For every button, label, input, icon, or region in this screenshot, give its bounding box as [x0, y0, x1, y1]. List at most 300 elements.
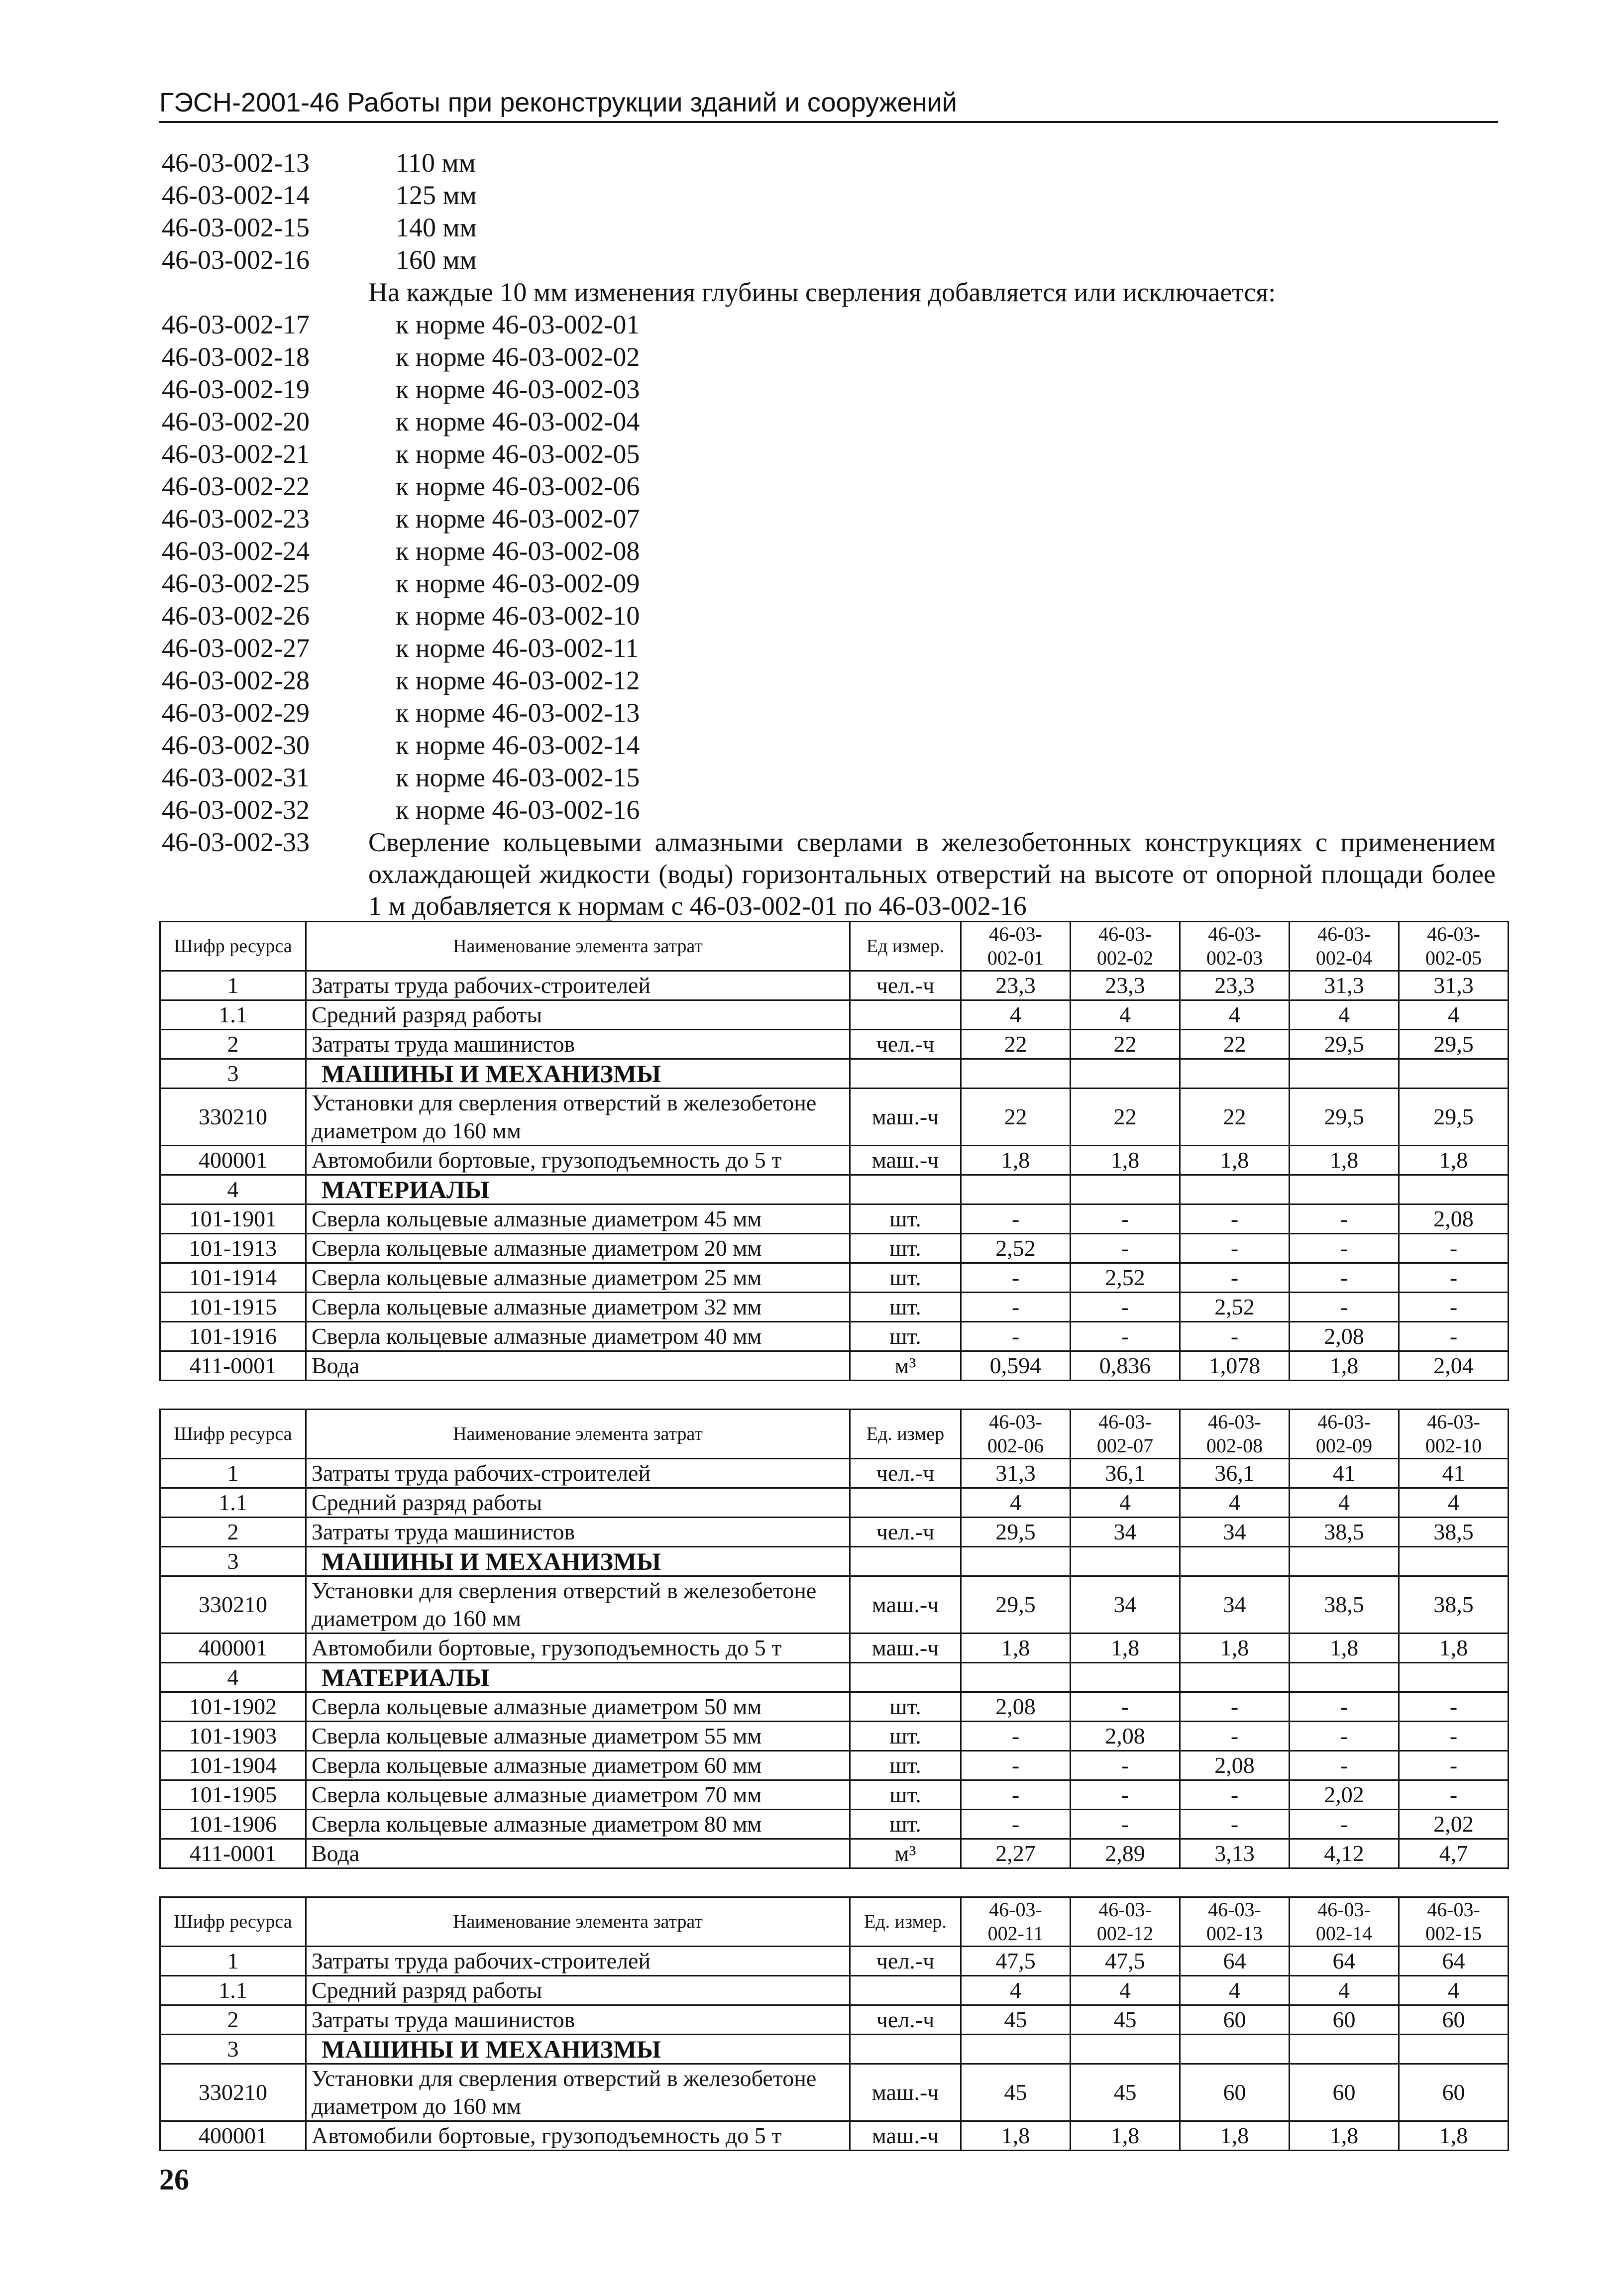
norm-row	[162, 147, 1496, 179]
cell-value: 45	[1071, 2064, 1180, 2121]
header-rule	[159, 121, 1498, 123]
cell-value: 4	[1290, 1488, 1399, 1518]
table-row	[160, 1780, 1509, 1810]
cell-value: 47,5	[961, 1947, 1071, 1976]
cell-name: Автомобили бортовые, грузоподъемность до 5 т	[306, 1634, 850, 1663]
norm-row	[162, 567, 1496, 600]
table-row	[160, 1722, 1509, 1751]
cell-value: 1,8	[1290, 1634, 1399, 1663]
cell-unit: шт.	[850, 1293, 961, 1322]
cell-value: 60	[1290, 2005, 1399, 2035]
cell-value: 64	[1180, 1947, 1290, 1976]
cell-value: -	[1180, 1263, 1290, 1293]
cell-unit: маш.-ч	[850, 1634, 961, 1663]
cell-value: -	[1399, 1263, 1509, 1293]
table-header-row	[160, 1897, 1509, 1947]
norm-text: 125 мм	[396, 180, 477, 210]
cell-value: -	[961, 1263, 1071, 1293]
cell-unit	[850, 1547, 961, 1576]
cell-value: 34	[1180, 1576, 1290, 1634]
norm-code: 46-03-002-19	[162, 374, 310, 404]
cell-value: -	[1180, 1780, 1290, 1810]
resource-table-2	[159, 1409, 1509, 1869]
cell-value: 2,52	[961, 1234, 1071, 1263]
cell-value: 22	[1180, 1030, 1290, 1059]
cell-value: 1,8	[961, 1634, 1071, 1663]
header-norm-code: 46-03- 002-13	[1180, 1897, 1290, 1947]
cell-code: 2	[160, 2005, 306, 2035]
cell-value: 2,27	[961, 1839, 1071, 1868]
cell-name: Сверла кольцевые алмазные диаметром 40 мм	[306, 1322, 850, 1351]
cell-value: 4	[1399, 1488, 1509, 1518]
cell-unit: маш.-ч	[850, 1089, 961, 1146]
section-row	[160, 2035, 1509, 2064]
header-norm-code: 46-03- 002-10	[1399, 1410, 1509, 1459]
table-row	[160, 1293, 1509, 1322]
cell-unit	[850, 1000, 961, 1030]
table-row	[160, 1322, 1509, 1351]
cell-name: Затраты труда машинистов	[306, 1030, 850, 1059]
cell-unit: шт.	[850, 1780, 961, 1810]
cell-value: 38,5	[1399, 1576, 1509, 1634]
cell-value: -	[1290, 1692, 1399, 1722]
cell-value: 1,8	[1399, 1146, 1509, 1175]
cell-code: 3	[160, 1059, 306, 1089]
section-row	[160, 1547, 1509, 1576]
cell-value: 4,7	[1399, 1839, 1509, 1868]
table-row	[160, 1488, 1509, 1518]
norm-row	[162, 212, 1496, 244]
cell-value: 4	[1290, 1000, 1399, 1030]
norm-row	[162, 762, 1496, 794]
cell-value: -	[961, 1751, 1071, 1780]
cell-value: 47,5	[1071, 1947, 1180, 1976]
cell-value: 22	[961, 1030, 1071, 1059]
table-row	[160, 1030, 1509, 1059]
cell-value: 2,08	[961, 1692, 1071, 1722]
cell-value: -	[1180, 1204, 1290, 1234]
resource-table-3	[159, 1896, 1509, 2151]
cell-value: 2,52	[1071, 1263, 1180, 1293]
cell-value: 2,08	[1399, 1204, 1509, 1234]
cell-value: 64	[1290, 1947, 1399, 1976]
cell-unit: шт.	[850, 1810, 961, 1839]
norm-row	[162, 406, 1496, 438]
cell-value: 64	[1399, 1947, 1509, 1976]
table-row	[160, 971, 1509, 1000]
cell-unit: шт.	[850, 1692, 961, 1722]
cell-value: -	[1180, 1234, 1290, 1263]
cell-value: 1,8	[961, 2121, 1071, 2151]
cell-value: 38,5	[1290, 1518, 1399, 1547]
cell-value: 34	[1180, 1518, 1290, 1547]
cell-value	[1071, 1059, 1180, 1089]
cell-code: 400001	[160, 1634, 306, 1663]
cell-value: -	[961, 1204, 1071, 1234]
norm-row	[162, 697, 1496, 729]
table-row	[160, 1351, 1509, 1381]
cell-value: -	[1071, 1751, 1180, 1780]
cell-name: Установки для сверления отверстий в железобетоне диаметром до 160 мм	[306, 2064, 850, 2121]
norm-code: 46-03-002-22	[162, 471, 310, 501]
norm-row	[162, 729, 1496, 762]
cell-code: 400001	[160, 2121, 306, 2151]
cell-name: Вода	[306, 1351, 850, 1381]
cell-unit	[850, 1488, 961, 1518]
header-norm-code: 46-03- 002-01	[961, 922, 1071, 971]
norm-code: 46-03-002-16	[162, 245, 310, 275]
cell-value: -	[1399, 1293, 1509, 1322]
norm-text: к норме 46-03-002-14	[396, 730, 640, 760]
cell-code: 1	[160, 1459, 306, 1488]
cell-value	[961, 1059, 1071, 1089]
page-number: 26	[159, 2163, 189, 2196]
cell-unit: чел.-ч	[850, 2005, 961, 2035]
norm-text: к норме 46-03-002-03	[396, 374, 640, 404]
cell-value: 3,13	[1180, 1839, 1290, 1868]
norm-code: 46-03-002-14	[162, 180, 310, 210]
cell-value: 29,5	[961, 1576, 1071, 1634]
cell-name: Затраты труда рабочих-строителей	[306, 971, 850, 1000]
cell-code: 101-1913	[160, 1234, 306, 1263]
cell-name: Вода	[306, 1839, 850, 1868]
norm-code: 46-03-002-33	[162, 827, 310, 857]
table-row	[160, 1947, 1509, 1976]
table-row	[160, 1751, 1509, 1780]
cell-code: 101-1906	[160, 1810, 306, 1839]
cell-value: 4	[1071, 1488, 1180, 1518]
norm-row	[162, 600, 1496, 632]
cell-value: 29,5	[1399, 1089, 1509, 1146]
norm-final-text: Сверление кольцевыми алмазными сверлами в железобетонных конструкциях с применением охлаждающей жидкости (воды) горизонтальных отверстий на высоте от опорной площади более 1 м добавляется к нормам с 46-03-002-01 по 46-03-002-16	[368, 827, 1496, 921]
resource-table-1	[159, 921, 1509, 1381]
cell-value: 36,1	[1071, 1459, 1180, 1488]
norm-text: к норме 46-03-002-10	[396, 601, 640, 631]
cell-name: Сверла кольцевые алмазные диаметром 25 мм	[306, 1263, 850, 1293]
norm-row	[162, 470, 1496, 503]
cell-name: Средний разряд работы	[306, 1488, 850, 1518]
norm-row	[162, 341, 1496, 373]
norm-text: к норме 46-03-002-15	[396, 763, 640, 792]
table-row	[160, 2005, 1509, 2035]
norm-text: к норме 46-03-002-13	[396, 698, 640, 728]
cell-value	[961, 2035, 1071, 2064]
norm-text: к норме 46-03-002-12	[396, 665, 640, 695]
cell-value: 0,594	[961, 1351, 1071, 1381]
norm-text: 160 мм	[396, 245, 477, 275]
cell-name: Затраты труда машинистов	[306, 1518, 850, 1547]
cell-value	[1180, 1663, 1290, 1692]
cell-value: -	[1399, 1234, 1509, 1263]
cell-value: -	[1399, 1751, 1509, 1780]
cell-unit: чел.-ч	[850, 1459, 961, 1488]
header-unit: Ед измер.	[850, 922, 961, 971]
header-norm-code: 46-03- 002-07	[1071, 1410, 1180, 1459]
cell-value: -	[961, 1810, 1071, 1839]
cell-value	[1071, 1663, 1180, 1692]
cell-value	[961, 1663, 1071, 1692]
cell-value: 1,8	[1180, 2121, 1290, 2151]
cell-code: 400001	[160, 1146, 306, 1175]
cell-name: Затраты труда машинистов	[306, 2005, 850, 2035]
cell-value: 4	[1180, 1488, 1290, 1518]
header-norm-code: 46-03- 002-11	[961, 1897, 1071, 1947]
cell-value: 23,3	[1180, 971, 1290, 1000]
cell-value: 22	[1071, 1089, 1180, 1146]
header-unit: Ед. измер.	[850, 1897, 961, 1947]
cell-value: 29,5	[1290, 1030, 1399, 1059]
norm-text: к норме 46-03-002-11	[396, 633, 639, 663]
cell-name: Сверла кольцевые алмазные диаметром 55 мм	[306, 1722, 850, 1751]
cell-value: -	[1180, 1810, 1290, 1839]
header-norm-code: 46-03- 002-03	[1180, 922, 1290, 971]
cell-value: 1,8	[1071, 1634, 1180, 1663]
cell-code: 330210	[160, 1089, 306, 1146]
norm-code: 46-03-002-29	[162, 698, 310, 728]
cell-value	[1071, 2035, 1180, 2064]
cell-name: Сверла кольцевые алмазные диаметром 20 мм	[306, 1234, 850, 1263]
norm-text: к норме 46-03-002-09	[396, 568, 640, 598]
cell-name: Затраты труда рабочих-строителей	[306, 1947, 850, 1976]
cell-value	[1399, 1059, 1509, 1089]
cell-value: 4	[1290, 1976, 1399, 2005]
table-row	[160, 1459, 1509, 1488]
table-row	[160, 1518, 1509, 1547]
header-norm-code: 46-03- 002-15	[1399, 1897, 1509, 1947]
table-row	[160, 1576, 1509, 1634]
norm-code: 46-03-002-18	[162, 342, 310, 372]
header-norm-code: 46-03- 002-06	[961, 1410, 1071, 1459]
header-unit: Ед. измер	[850, 1410, 961, 1459]
cell-value: 31,3	[1399, 971, 1509, 1000]
cell-value: 34	[1071, 1576, 1180, 1634]
cell-value: 36,1	[1180, 1459, 1290, 1488]
cell-code: 1	[160, 971, 306, 1000]
cell-value	[1290, 1663, 1399, 1692]
cell-unit: м³	[850, 1839, 961, 1868]
cell-value: 45	[1071, 2005, 1180, 2035]
cell-name: Сверла кольцевые алмазные диаметром 60 мм	[306, 1751, 850, 1780]
cell-unit: чел.-ч	[850, 1518, 961, 1547]
cell-code: 1.1	[160, 1976, 306, 2005]
cell-unit	[850, 1059, 961, 1089]
cell-value: 23,3	[1071, 971, 1180, 1000]
cell-value: -	[1180, 1722, 1290, 1751]
cell-name: Сверла кольцевые алмазные диаметром 80 мм	[306, 1810, 850, 1839]
norm-code: 46-03-002-31	[162, 763, 310, 792]
cell-unit: чел.-ч	[850, 1030, 961, 1059]
cell-value: 2,08	[1290, 1322, 1399, 1351]
cell-code: 2	[160, 1518, 306, 1547]
cell-name: Установки для сверления отверстий в железобетоне диаметром до 160 мм	[306, 1089, 850, 1146]
table-header-row	[160, 1410, 1509, 1459]
header-norm-code: 46-03- 002-12	[1071, 1897, 1180, 1947]
norm-row	[162, 373, 1496, 406]
cell-code: 411-0001	[160, 1351, 306, 1381]
norm-row	[162, 794, 1496, 826]
cell-value: -	[1399, 1780, 1509, 1810]
norm-row	[162, 309, 1496, 341]
cell-value	[961, 1547, 1071, 1576]
cell-value	[1180, 1175, 1290, 1204]
cell-unit	[850, 2035, 961, 2064]
norm-code: 46-03-002-26	[162, 601, 310, 631]
cell-name: Сверла кольцевые алмазные диаметром 50 мм	[306, 1692, 850, 1722]
cell-value: 4	[1180, 1000, 1290, 1030]
cell-value: 1,8	[1180, 1146, 1290, 1175]
cell-value: 0,836	[1071, 1351, 1180, 1381]
norm-list	[162, 147, 1496, 922]
table-row	[160, 1692, 1509, 1722]
table-row	[160, 2121, 1509, 2151]
cell-value	[1180, 2035, 1290, 2064]
norm-code: 46-03-002-32	[162, 795, 310, 825]
header-norm-code: 46-03- 002-08	[1180, 1410, 1290, 1459]
cell-name: Автомобили бортовые, грузоподъемность до 5 т	[306, 2121, 850, 2151]
table-row	[160, 1204, 1509, 1234]
cell-value: 29,5	[1290, 1089, 1399, 1146]
cell-name: Автомобили бортовые, грузоподъемность до 5 т	[306, 1146, 850, 1175]
cell-value	[1399, 1547, 1509, 1576]
cell-value: 1,078	[1180, 1351, 1290, 1381]
cell-value: 60	[1399, 2064, 1509, 2121]
cell-value: 23,3	[961, 971, 1071, 1000]
cell-value: 1,8	[1290, 1146, 1399, 1175]
header-norm-code: 46-03- 002-05	[1399, 922, 1509, 971]
cell-value	[1071, 1175, 1180, 1204]
cell-value: 22	[1071, 1030, 1180, 1059]
norm-final	[162, 826, 1496, 922]
header-code: Шифр ресурса	[160, 922, 306, 971]
cell-value	[1399, 1175, 1509, 1204]
cell-unit: шт.	[850, 1204, 961, 1234]
norm-row	[162, 503, 1496, 535]
cell-name: Средний разряд работы	[306, 1976, 850, 2005]
norm-text: 110 мм	[396, 148, 476, 178]
cell-value: 4	[1399, 1000, 1509, 1030]
cell-value: 4	[961, 1976, 1071, 2005]
cell-unit	[850, 1976, 961, 2005]
cell-value	[1290, 1059, 1399, 1089]
cell-name: Средний разряд работы	[306, 1000, 850, 1030]
cell-unit: чел.-ч	[850, 1947, 961, 1976]
cell-unit: маш.-ч	[850, 2064, 961, 2121]
cell-value: -	[1290, 1722, 1399, 1751]
cell-code: 330210	[160, 1576, 306, 1634]
cell-value: 60	[1180, 2064, 1290, 2121]
cell-value: 2,04	[1399, 1351, 1509, 1381]
cell-code: 101-1915	[160, 1293, 306, 1322]
cell-value: 1,8	[1399, 1634, 1509, 1663]
cell-value: 38,5	[1399, 1518, 1509, 1547]
cell-value: 2,02	[1290, 1780, 1399, 1810]
cell-unit: шт.	[850, 1263, 961, 1293]
cell-code: 411-0001	[160, 1839, 306, 1868]
cell-value: 1,8	[1399, 2121, 1509, 2151]
header-norm-code: 46-03- 002-09	[1290, 1410, 1399, 1459]
norm-text: к норме 46-03-002-06	[396, 471, 640, 501]
cell-value: -	[961, 1722, 1071, 1751]
norm-row	[162, 179, 1496, 212]
cell-unit: шт.	[850, 1322, 961, 1351]
cell-value: 2,08	[1180, 1751, 1290, 1780]
norm-note: На каждые 10 мм изменения глубины сверления добавляется или исключается:	[368, 277, 1276, 307]
cell-value: -	[1290, 1263, 1399, 1293]
cell-unit: маш.-ч	[850, 1576, 961, 1634]
cell-value: -	[961, 1780, 1071, 1810]
cell-value: 41	[1290, 1459, 1399, 1488]
cell-code: 1.1	[160, 1000, 306, 1030]
cell-value: -	[1071, 1692, 1180, 1722]
cell-value: 4	[961, 1000, 1071, 1030]
cell-value	[1290, 1547, 1399, 1576]
cell-value	[1180, 1547, 1290, 1576]
cell-value: -	[1290, 1293, 1399, 1322]
table-header-row	[160, 922, 1509, 971]
table-row	[160, 1234, 1509, 1263]
table-row	[160, 1089, 1509, 1146]
header-norm-code: 46-03- 002-14	[1290, 1897, 1399, 1947]
norm-code: 46-03-002-25	[162, 568, 310, 598]
cell-value: 2,52	[1180, 1293, 1290, 1322]
cell-unit: шт.	[850, 1722, 961, 1751]
norm-code: 46-03-002-13	[162, 148, 310, 178]
cell-value	[1399, 1663, 1509, 1692]
cell-value: 1,8	[1180, 1634, 1290, 1663]
cell-value: -	[1399, 1322, 1509, 1351]
header-norm-code: 46-03- 002-02	[1071, 922, 1180, 971]
cell-value	[1290, 1175, 1399, 1204]
norm-text: к норме 46-03-002-08	[396, 536, 640, 566]
header-norm-code: 46-03- 002-04	[1290, 922, 1399, 971]
norm-text: к норме 46-03-002-16	[396, 795, 640, 825]
norm-text: 140 мм	[396, 213, 477, 242]
cell-value: 1,8	[1290, 2121, 1399, 2151]
section-title: МАТЕРИАЛЫ	[306, 1175, 850, 1204]
norm-text: к норме 46-03-002-01	[396, 310, 640, 339]
cell-value: 60	[1290, 2064, 1399, 2121]
cell-value: 4	[1180, 1976, 1290, 2005]
header-code: Шифр ресурса	[160, 1410, 306, 1459]
cell-value: -	[961, 1322, 1071, 1351]
table-row	[160, 1810, 1509, 1839]
norm-code: 46-03-002-30	[162, 730, 310, 760]
table-row	[160, 1976, 1509, 2005]
cell-unit: маш.-ч	[850, 2121, 961, 2151]
cell-code: 1.1	[160, 1488, 306, 1518]
cell-value: -	[1071, 1810, 1180, 1839]
cell-code: 3	[160, 1547, 306, 1576]
norm-code: 46-03-002-23	[162, 504, 310, 534]
norm-code: 46-03-002-17	[162, 310, 310, 339]
section-row	[160, 1175, 1509, 1204]
cell-value: -	[1071, 1204, 1180, 1234]
cell-code: 101-1902	[160, 1692, 306, 1722]
cell-code: 330210	[160, 2064, 306, 2121]
cell-code: 4	[160, 1663, 306, 1692]
norm-code: 46-03-002-28	[162, 665, 310, 695]
norm-text: к норме 46-03-002-02	[396, 342, 640, 372]
cell-value: 4,12	[1290, 1839, 1399, 1868]
cell-code: 101-1914	[160, 1263, 306, 1293]
table-row	[160, 1263, 1509, 1293]
cell-value: -	[1399, 1722, 1509, 1751]
cell-value: 60	[1180, 2005, 1290, 2035]
cell-value	[1290, 2035, 1399, 2064]
cell-value: 22	[1180, 1089, 1290, 1146]
cell-code: 2	[160, 1030, 306, 1059]
cell-value: -	[1290, 1810, 1399, 1839]
